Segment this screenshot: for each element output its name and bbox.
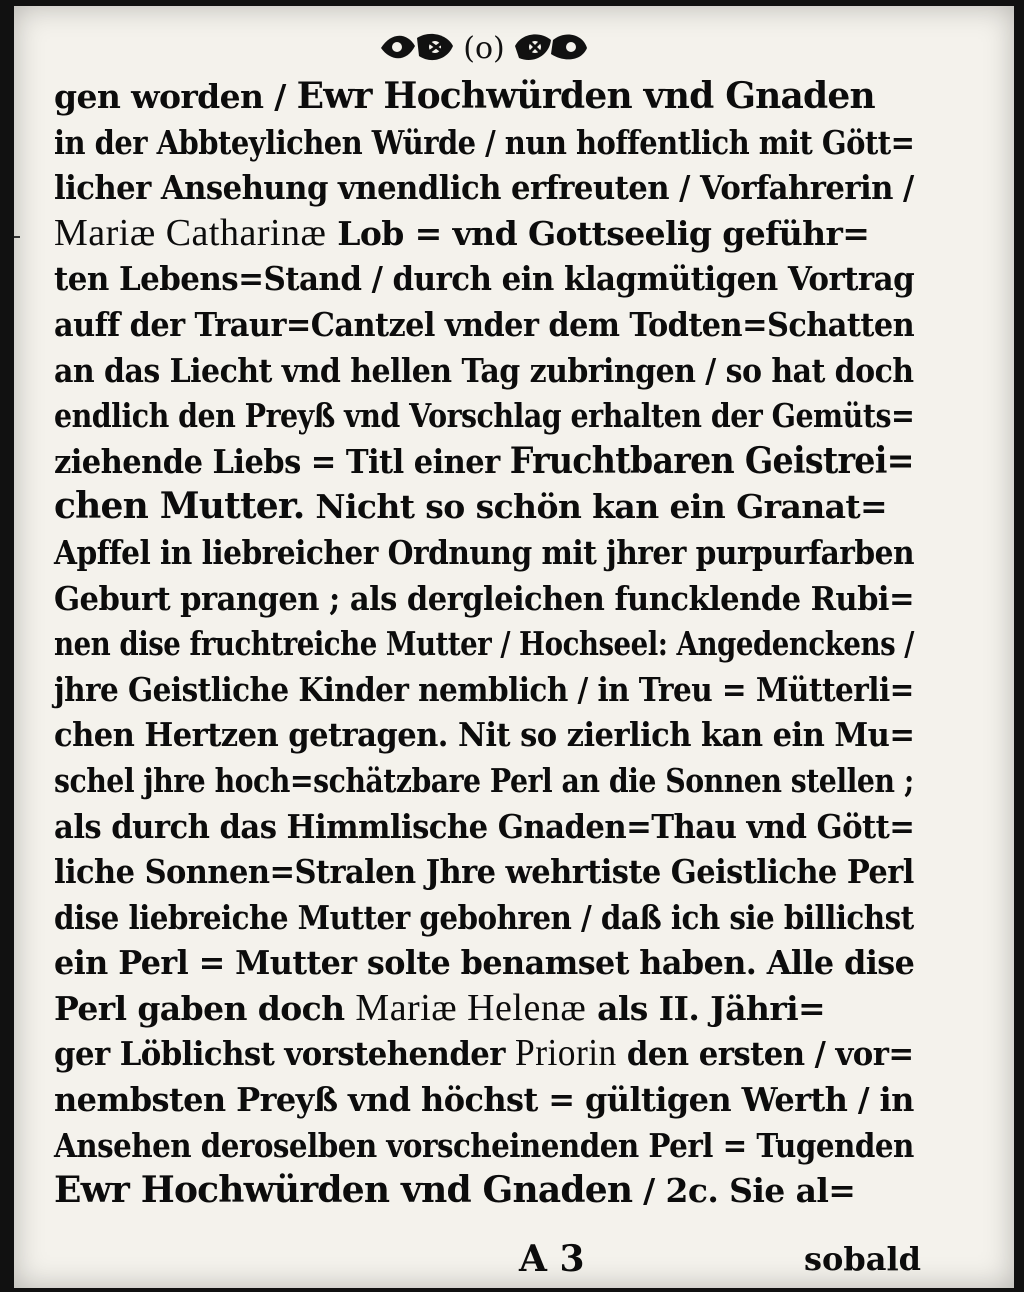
text-segment: als durch das Himmlische Gnaden=Thau vnd Gött=	[54, 806, 915, 846]
text-line	[54, 986, 914, 1032]
text-segment: jhre Geistliche Kinder nemblich / in Treu = Mütterli=	[54, 669, 914, 709]
antiqua-name: Mariæ Catharinæ	[54, 211, 327, 254]
text-segment: ziehende Liebs = Titl einer	[54, 441, 510, 481]
text-line	[54, 256, 915, 302]
text-segment: endlich den Preyß vnd Vorschlag erhalten der Gemüts=	[54, 396, 915, 436]
catchword: sobald	[804, 1240, 921, 1278]
text-line	[54, 895, 914, 941]
text-line	[54, 348, 914, 394]
text-line	[54, 576, 915, 622]
text-line	[54, 211, 914, 257]
folio-number: (o)	[463, 30, 505, 66]
text-segment: dise liebreiche Mutter gebohren / daß ich sie billichst	[54, 897, 914, 937]
text-line	[54, 758, 914, 804]
text-segment: Perl gaben doch	[54, 988, 356, 1028]
text-line	[54, 393, 915, 439]
emphasized-text: Fruchtbaren Geistrei=	[509, 439, 914, 482]
text-line	[54, 530, 914, 576]
book-page	[14, 6, 1014, 1288]
text-segment: chen Hertzen getragen. Nit so zierlich kan ein Mu=	[54, 715, 915, 755]
text-segment: ten Lebens=Stand / durch ein klagmütigen Vortrag	[54, 259, 915, 299]
page-footer	[14, 1238, 1014, 1282]
text-line	[54, 1031, 914, 1077]
page-header	[364, 20, 604, 76]
emphasized-text: Ewr Hochwürden vnd Gnaden	[54, 1169, 633, 1212]
text-segment: liche Sonnen=Stralen Jhre wehrtiste Geistliche Perl	[54, 852, 914, 892]
text-line	[54, 74, 914, 120]
emphasized-text: chen Mutter.	[54, 485, 305, 528]
text-segment: nen dise fruchtreiche Mutter / Hochseel: Angedenckens /	[54, 624, 914, 664]
antiqua-name: Priorin	[515, 1032, 617, 1075]
text-segment: den ersten / vor=	[616, 1034, 914, 1074]
text-segment: Geburt prangen ; als dergleichen funcklende Rubi=	[54, 578, 915, 618]
body-text	[54, 74, 914, 1214]
text-line	[54, 712, 915, 758]
text-line	[54, 1168, 914, 1214]
text-segment: Lob = vnd Gottseelig geführ=	[326, 213, 870, 253]
text-line	[54, 1123, 914, 1169]
right-fleuron-icon	[511, 28, 591, 68]
text-segment: gen worden /	[54, 77, 297, 116]
text-line	[54, 621, 914, 667]
text-segment: Apffel in liebreicher Ordnung mit jhrer purpurfarben	[54, 532, 914, 572]
text-segment: auff der Traur=Cantzel vnder dem Todten=Schatten	[54, 304, 915, 344]
page-edge-mark	[14, 236, 20, 238]
text-line	[54, 1077, 914, 1123]
emphasized-text: Ewr Hochwürden vnd Gnaden	[296, 75, 875, 117]
text-segment: an das Liecht vnd hellen Tag zubringen / so hat doch	[54, 350, 914, 390]
text-line	[54, 439, 914, 485]
text-segment: Nicht so schön kan ein Granat=	[304, 487, 888, 527]
text-segment: in der Abbteylichen Würde / nun hoffentlich mit Gött=	[54, 122, 915, 162]
text-segment: ger Löblichst vorstehender	[54, 1034, 516, 1074]
left-fleuron-icon	[377, 28, 457, 68]
text-segment: ein Perl = Mutter solte benamset haben. Alle dise	[54, 943, 915, 983]
text-segment: nembsten Preyß vnd höchst = gültigen Werth / in	[54, 1080, 914, 1120]
text-line	[54, 120, 915, 166]
signature-mark: A 3	[519, 1238, 585, 1280]
text-line	[54, 165, 914, 211]
text-segment: Ansehen deroselben vorscheinenden Perl = Tugenden	[54, 1125, 914, 1165]
text-segment: licher Ansehung vnendlich erfreuten / Vorfahrerin /	[54, 168, 914, 208]
text-line	[54, 940, 915, 986]
text-line	[54, 849, 914, 895]
text-segment: als II. Jähri=	[586, 988, 826, 1028]
text-line	[54, 667, 914, 713]
text-line	[54, 302, 915, 348]
text-line	[54, 484, 914, 530]
text-segment: / 2c. Sie al=	[632, 1171, 856, 1211]
antiqua-name: Mariæ Helenæ	[355, 986, 587, 1029]
text-segment: schel jhre hoch=schätzbare Perl an die Sonnen stellen ;	[54, 760, 914, 800]
text-line	[54, 804, 915, 850]
